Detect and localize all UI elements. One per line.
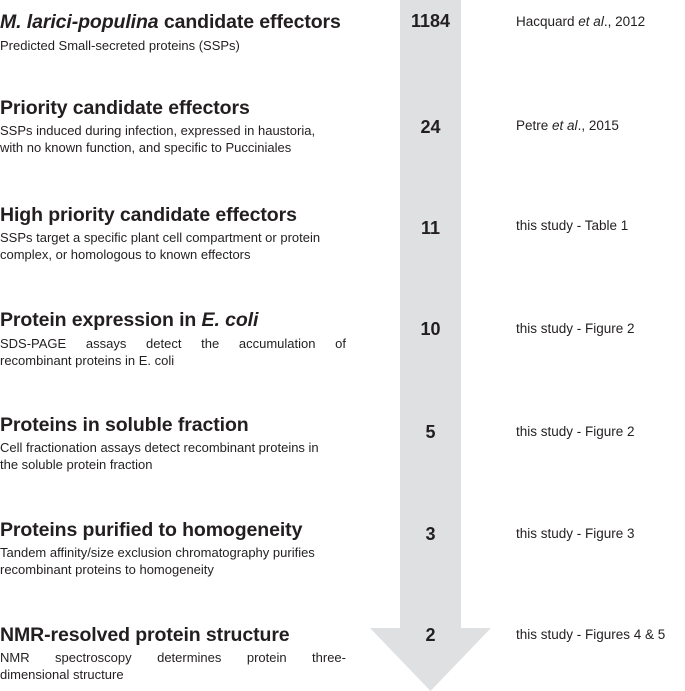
stage-description: Tandem affinity/size exclusion chromatography purifies recombinant proteins to homogeneity xyxy=(0,545,315,577)
stage-count: 5 xyxy=(425,422,436,442)
stage-reference: this study - Table 1 xyxy=(516,218,629,233)
stage-reference: this study - Figures 4 & 5 xyxy=(516,627,666,642)
stage-reference: this study - Figure 2 xyxy=(516,424,635,439)
funnel-arrow-shape xyxy=(370,0,491,691)
stage-reference: Petre et al., 2015 xyxy=(516,118,619,133)
stage-reference: Hacquard et al., 2012 xyxy=(516,14,646,29)
stage-count: 2 xyxy=(425,625,436,645)
stage-title: Proteins purified to homogeneity xyxy=(0,519,303,541)
stage-title: Protein expression in E. coli xyxy=(0,309,259,331)
stage-description: SSPs target a specific plant cell compartment or protein complex, or homologous to known effectors xyxy=(0,230,321,262)
stage-title: Proteins in soluble fraction xyxy=(0,414,249,436)
stage-title: NMR-resolved protein structure xyxy=(0,624,290,646)
stage-reference: this study - Figure 3 xyxy=(516,526,635,541)
stage-count: 10 xyxy=(420,319,441,339)
stage-count: 11 xyxy=(420,218,441,238)
stage-description: SDS-PAGE assays detect the accumulation of recombinant proteins in E. coli xyxy=(0,336,346,368)
stage-title: M. larici-populina candidate effectors xyxy=(0,11,341,33)
stage-title: Priority candidate effectors xyxy=(0,97,250,119)
stage-description: Cell fractionation assays detect recombinant proteins in the soluble protein fraction xyxy=(0,440,319,472)
stage-count: 24 xyxy=(420,117,441,137)
stage-title: High priority candidate effectors xyxy=(0,204,297,226)
stage-count: 3 xyxy=(425,524,436,544)
stage-description: SSPs induced during infection, expressed in haustoria, with no known function, and specific to Pucciniales xyxy=(0,123,316,155)
stage-description: Predicted Small-secreted proteins (SSPs) xyxy=(0,38,240,53)
stage-count: 1184 xyxy=(410,11,451,31)
stage-description: NMR spectroscopy determines protein three- dimensional structure xyxy=(0,650,346,682)
stage-reference: this study - Figure 2 xyxy=(516,321,635,336)
